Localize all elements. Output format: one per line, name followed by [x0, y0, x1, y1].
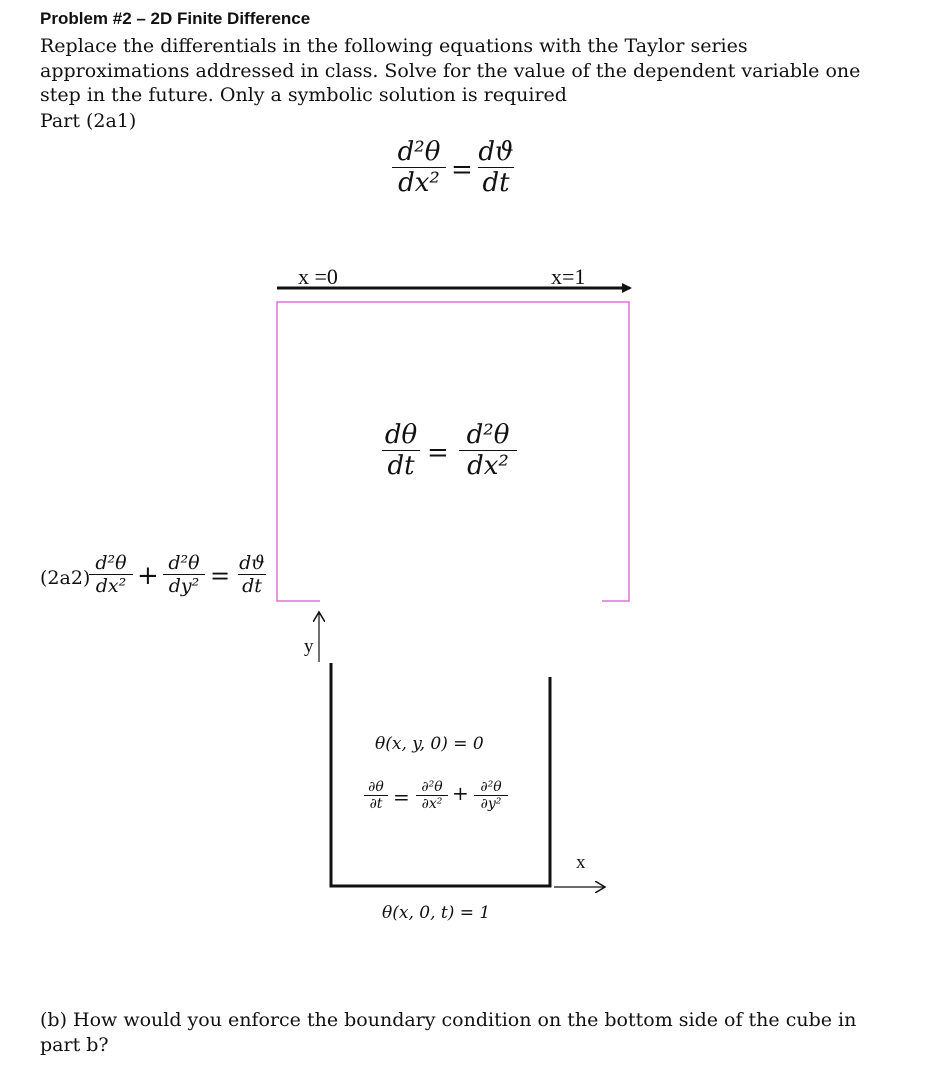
pde-term1-fraction [416, 779, 448, 812]
eq-2a2-term1-fraction [89, 552, 133, 597]
pde-term2-fraction [474, 779, 508, 812]
instructions-text: Replace the differentials in the following equations with the Taylor series approximations addressed in class. Solve for the value of the dependent variable one step in the future. Only a symbolic solution is required [40, 35, 861, 106]
x1-label: x=1 [551, 264, 586, 289]
pde-plus: + [452, 781, 469, 805]
boundary-condition: θ(x, 0, t) = 1 [382, 903, 491, 923]
eq-2a2-term2-denominator: dy² [168, 575, 200, 597]
initial-condition: θ(x, y, 0) = 0 [375, 734, 484, 754]
eq-2a2-plus: + [137, 561, 159, 591]
plate-domain-box [331, 663, 550, 886]
part-2a1-label: Part (2a1) [40, 110, 137, 132]
y-axis-label: y [304, 636, 314, 657]
pde-term1-numerator: ∂²θ [421, 779, 443, 795]
pde-equals: = [393, 785, 410, 809]
problem-heading: Problem #2 – 2D Finite Difference [40, 9, 311, 28]
eq-2a1-equals: = [451, 155, 473, 185]
box-eq-rhs-denominator: dx² [467, 451, 509, 481]
pde-term1-denominator: ∂x² [421, 796, 443, 812]
eq-2a2-term1-numerator: d²θ [95, 552, 127, 574]
pde-lhs-denominator: ∂t [369, 796, 383, 812]
eq-2a2-label: (2a2) [40, 567, 91, 589]
eq-2a1-rhs-denominator: dt [482, 168, 510, 198]
question-b-text: (b) How would you enforce the boundary condition on the bottom side of the cube in part b? [40, 1009, 857, 1056]
eq-2a2-rhs-fraction [238, 552, 266, 597]
eq-2a2-rhs-denominator: dt [242, 575, 262, 597]
eq-2a1-lhs-denominator: dx² [398, 168, 440, 198]
eq-2a1-rhs-numerator: dϑ [478, 137, 514, 167]
box-eq-lhs-numerator: dθ [384, 420, 418, 450]
eq-2a2-term1-denominator: dx² [95, 575, 127, 597]
eq-2a2-term2-numerator: d²θ [168, 552, 200, 574]
box-eq-lhs-denominator: dt [387, 451, 415, 481]
pde-lhs-numerator: ∂θ [368, 779, 384, 795]
eq-2a1-lhs-numerator: d²θ [397, 137, 441, 167]
rod-domain-box [277, 302, 629, 601]
box-eq-rhs-fraction [459, 420, 517, 481]
eq-2a2-rhs-numerator: dϑ [239, 552, 265, 574]
eq-2a2-term2-fraction [163, 552, 205, 597]
x0-label: x =0 [298, 264, 338, 289]
box-eq-lhs-fraction [382, 420, 420, 481]
eq-2a2-equals: = [210, 562, 231, 590]
pde-lhs-fraction [364, 779, 388, 812]
pde-term2-numerator: ∂²θ [480, 779, 502, 795]
box-eq-rhs-numerator: d²θ [466, 420, 510, 450]
x-axis-label: x [576, 852, 586, 873]
box-eq-equals: = [427, 438, 449, 468]
pde-term2-denominator: ∂y² [480, 796, 502, 812]
